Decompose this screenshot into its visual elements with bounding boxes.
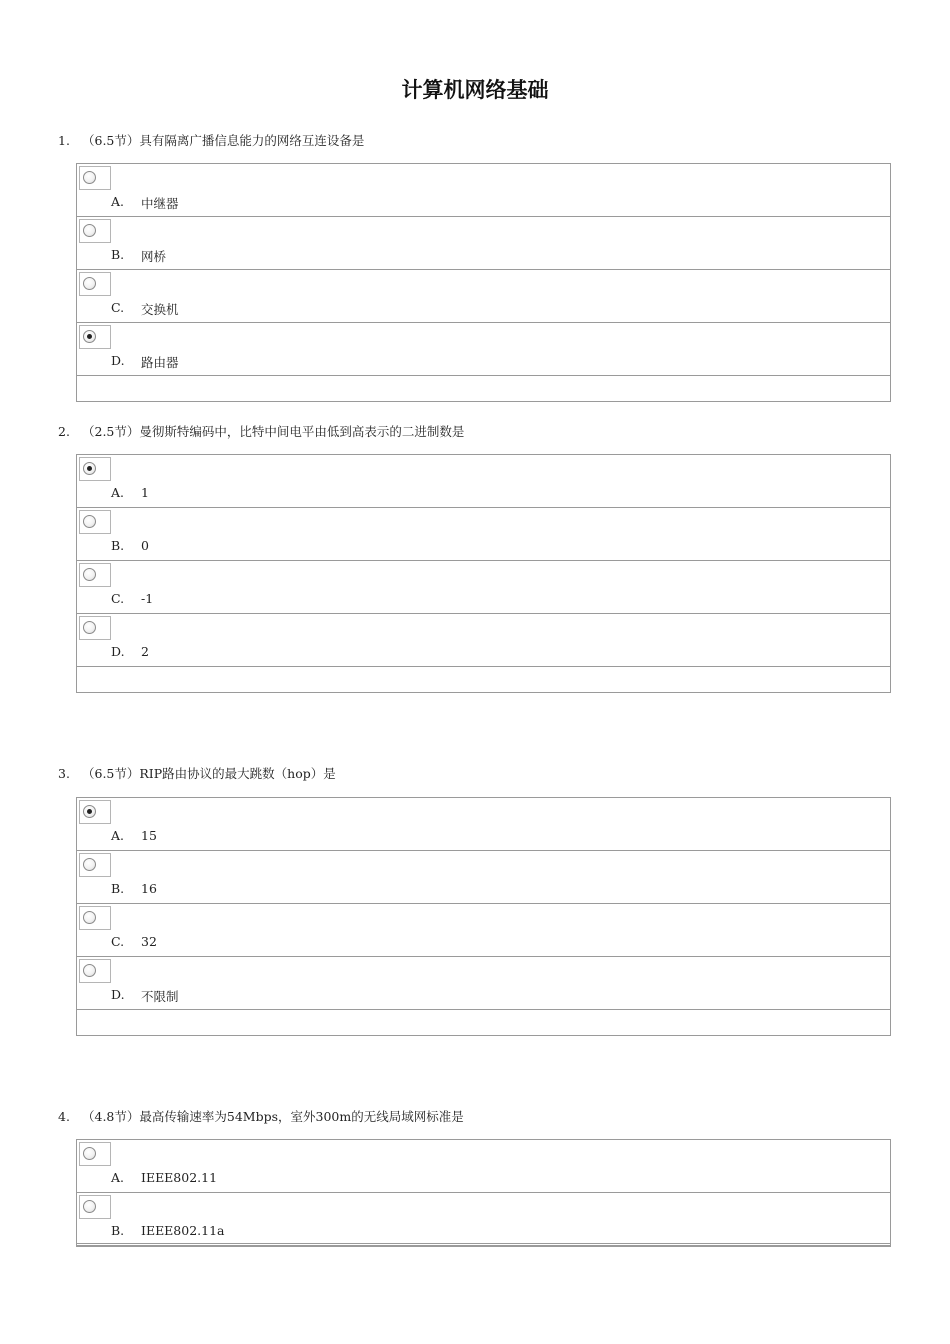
radio-icon (83, 621, 96, 634)
question-text: （6.5节）具有隔离广播信息能力的网络互连设备是 (82, 133, 365, 148)
radio-icon (83, 911, 96, 924)
radio-icon (83, 858, 96, 871)
option-1b[interactable] (77, 217, 890, 270)
option-letter: A. (111, 485, 125, 500)
radio-option-3d[interactable] (79, 959, 111, 983)
option-2a[interactable] (77, 455, 890, 508)
question-3 (58, 764, 336, 782)
option-3b[interactable] (77, 851, 890, 904)
options-footer (77, 667, 890, 692)
option-text: 交换机 (141, 302, 179, 317)
question-2 (58, 422, 464, 440)
option-letter: A. (111, 828, 125, 843)
radio-icon (83, 1200, 96, 1213)
radio-option-4a[interactable] (79, 1142, 111, 1166)
radio-icon (83, 1147, 96, 1160)
option-letter: C. (111, 591, 125, 606)
option-3d[interactable] (77, 957, 890, 1010)
radio-option-3b[interactable] (79, 853, 111, 877)
radio-option-1d[interactable] (79, 325, 111, 349)
radio-icon (83, 171, 96, 184)
option-letter: B. (111, 538, 125, 553)
option-text: IEEE802.11 (141, 1170, 218, 1185)
options-box-2 (76, 454, 891, 693)
options-footer (77, 376, 890, 401)
option-letter: D. (111, 987, 125, 1002)
question-number: 3. (58, 766, 70, 781)
option-1c[interactable] (77, 270, 890, 323)
radio-icon (83, 964, 96, 977)
options-box-1 (76, 163, 891, 402)
page-title: 计算机网络基础 (401, 78, 549, 102)
option-letter: B. (111, 881, 125, 896)
radio-option-3c[interactable] (79, 906, 111, 930)
radio-checked-icon (83, 330, 96, 343)
option-text: IEEE802.11a (141, 1223, 225, 1238)
option-letter: C. (111, 300, 125, 315)
option-1d[interactable] (77, 323, 890, 376)
radio-checked-icon (83, 805, 96, 818)
option-letter: C. (111, 934, 125, 949)
radio-icon (83, 277, 96, 290)
question-text: （6.5节）RIP路由协议的最大跳数（hop）是 (82, 766, 336, 781)
radio-option-2a[interactable] (79, 457, 111, 481)
option-3c[interactable] (77, 904, 890, 957)
radio-option-1a[interactable] (79, 166, 111, 190)
option-2b[interactable] (77, 508, 890, 561)
question-text: （4.8节）最高传输速率为54Mbps，室外300m的无线局域网标准是 (82, 1109, 464, 1124)
option-text: 网桥 (141, 249, 167, 264)
question-text: （2.5节）曼彻斯特编码中，比特中间电平由低到高表示的二进制数是 (82, 424, 465, 439)
radio-option-2b[interactable] (79, 510, 111, 534)
question-number: 2. (58, 424, 70, 439)
option-text: -1 (141, 591, 154, 606)
radio-icon (83, 515, 96, 528)
radio-icon (83, 224, 96, 237)
option-1a[interactable] (77, 164, 890, 217)
radio-option-1c[interactable] (79, 272, 111, 296)
options-footer (77, 1010, 890, 1035)
option-text: 16 (141, 881, 157, 896)
option-text: 路由器 (141, 355, 179, 370)
question-1 (58, 131, 364, 149)
radio-option-4b[interactable] (79, 1195, 111, 1219)
options-box-4 (76, 1139, 891, 1247)
option-text: 中继器 (141, 196, 179, 211)
question-number: 1. (58, 133, 70, 148)
option-4a[interactable] (77, 1140, 890, 1193)
option-letter: B. (111, 247, 125, 262)
radio-option-3a[interactable] (79, 800, 111, 824)
option-2d[interactable] (77, 614, 890, 667)
option-text: 1 (141, 485, 149, 500)
option-text: 2 (141, 644, 149, 659)
radio-checked-icon (83, 462, 96, 475)
options-box-3 (76, 797, 891, 1036)
radio-icon (83, 568, 96, 581)
option-letter: D. (111, 644, 125, 659)
question-number: 4. (58, 1109, 70, 1124)
option-letter: A. (111, 1170, 125, 1185)
radio-option-1b[interactable] (79, 219, 111, 243)
option-3a[interactable] (77, 798, 890, 851)
option-letter: A. (111, 194, 125, 209)
question-4 (58, 1107, 464, 1125)
option-text: 15 (141, 828, 157, 843)
option-text: 不限制 (141, 989, 179, 1004)
option-text: 0 (141, 538, 149, 553)
option-4b[interactable] (77, 1193, 890, 1246)
option-2c[interactable] (77, 561, 890, 614)
radio-option-2d[interactable] (79, 616, 111, 640)
radio-option-2c[interactable] (79, 563, 111, 587)
option-letter: B. (111, 1223, 125, 1238)
option-letter: D. (111, 353, 125, 368)
option-text: 32 (141, 934, 157, 949)
